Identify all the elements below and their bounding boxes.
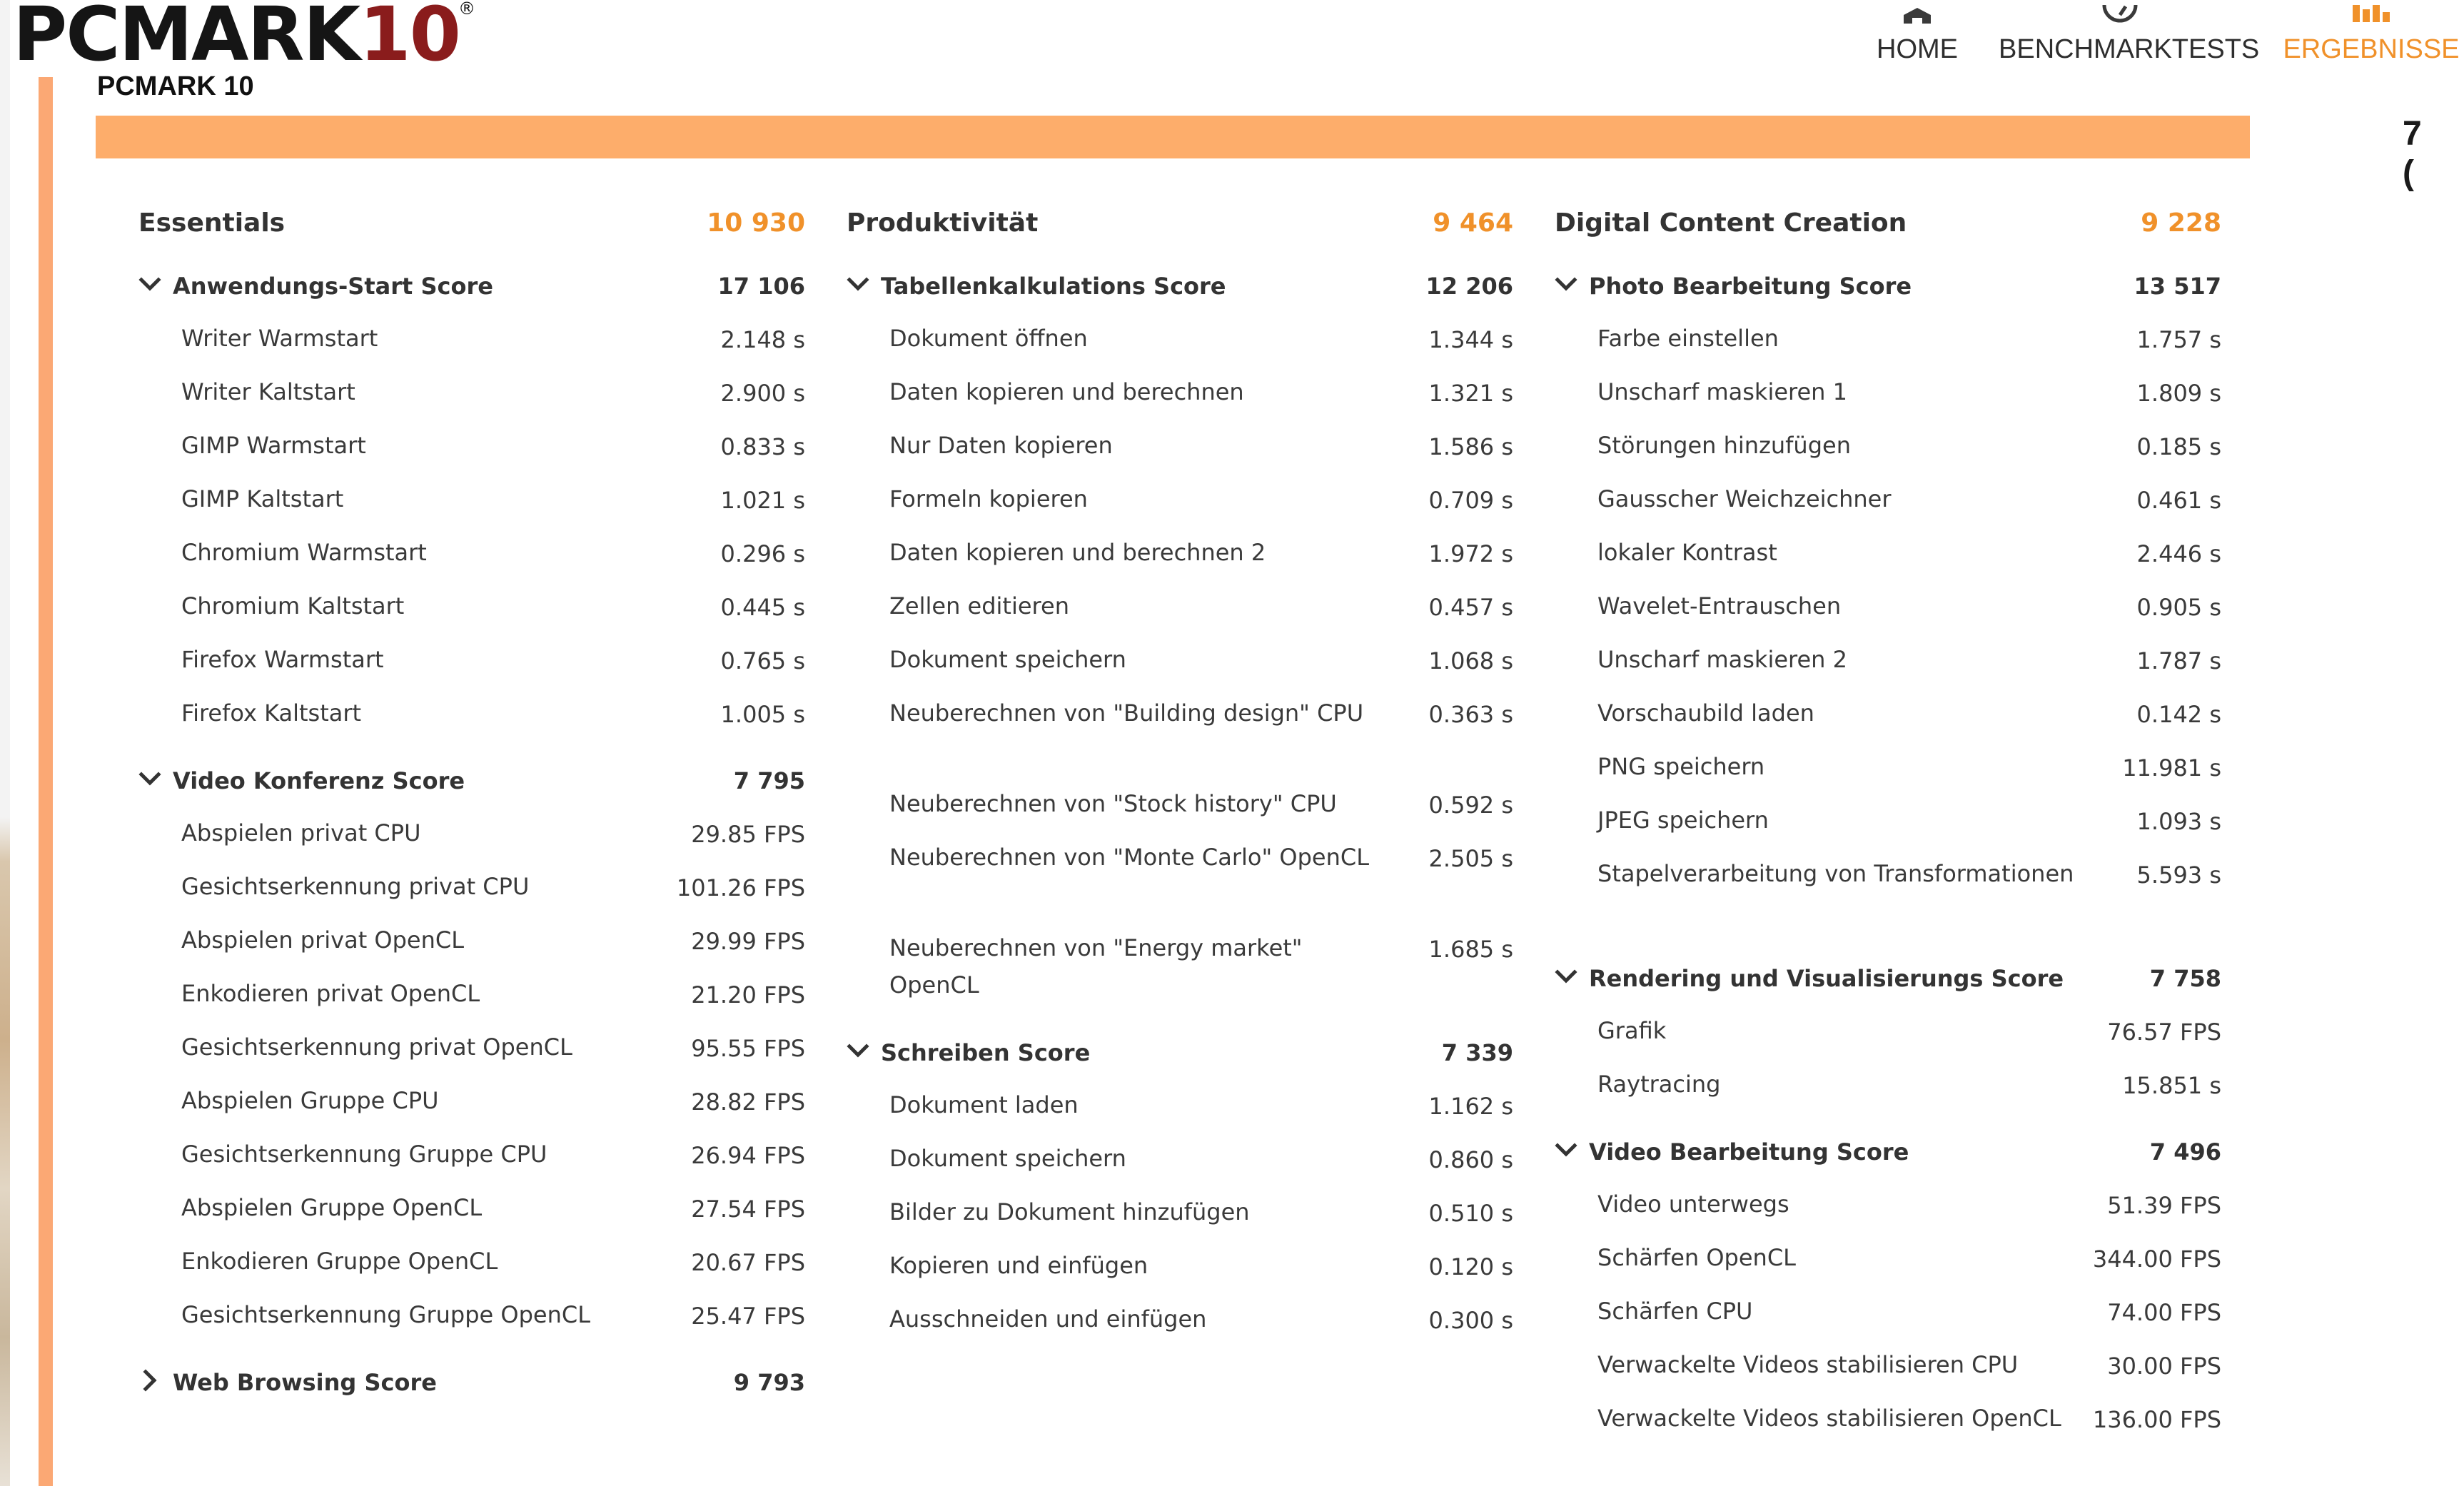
result-label: Dokument speichern [889,646,1126,673]
result-label: Gesichtserkennung privat CPU [181,873,530,900]
result-row [1555,849,2221,939]
nav-ergebnisse[interactable] [2278,0,2464,79]
result-label: Nur Daten kopieren [889,432,1113,459]
result-value: 29.99 FPS [691,928,805,955]
category-score: 9 464 [1433,208,1513,238]
result-value: 0.445 s [720,594,805,621]
result-value: 1.321 s [1428,380,1513,407]
result-value: 1.685 s [1428,936,1513,963]
score-group-name: Video Bearbeitung Score [1589,1138,1909,1166]
result-row [138,1076,805,1129]
result-label: Gesichtserkennung Gruppe OpenCL [181,1301,591,1328]
result-label: Verwackelte Videos stabilisieren OpenCL [1597,1405,2061,1432]
score-group-name: Schreiben Score [881,1039,1091,1066]
result-label: GIMP Warmstart [181,432,366,459]
result-value: 2.900 s [720,380,805,407]
result-value: 76.57 FPS [2107,1019,2221,1046]
result-row [847,1294,1513,1348]
result-label: Neuberechnen von "Monte Carlo" OpenCL [889,844,1370,871]
result-label: Neuberechnen von "Stock history" CPU [889,790,1337,817]
result-label: lokaler Kontrast [1597,539,1777,566]
result-value: 0.860 s [1428,1146,1513,1173]
result-row [138,367,805,420]
result-row [138,808,805,861]
logo-main-text: PCMARK [13,0,360,78]
category-header [847,191,1513,260]
score-group-toggle[interactable] [1555,1126,2221,1179]
result-label: Dokument laden [889,1091,1079,1118]
category-score: 10 930 [707,208,805,238]
result-value: 5.593 s [2136,861,2221,889]
nav-home[interactable] [1867,0,1967,79]
home-icon [1901,0,1934,31]
result-row [1555,1233,2221,1286]
result-row [847,635,1513,688]
result-value: 0.300 s [1428,1307,1513,1334]
score-group-value: 7 496 [2149,1138,2221,1166]
result-label: Abspielen Gruppe OpenCL [181,1194,483,1221]
score-banner [96,116,2250,158]
result-label: Farbe einstellen [1597,325,1779,352]
gauge-icon [2100,0,2140,31]
category-name: Digital Content Creation [1555,208,1907,238]
result-row [138,688,805,742]
result-value: 2.446 s [2136,540,2221,567]
result-row [1555,1006,2221,1059]
result-label: Daten kopieren und berechnen [889,378,1244,405]
chevron-down-icon [1555,965,1577,988]
chevron-down-icon [138,273,161,295]
score-group-value: 17 106 [717,273,805,300]
score-group-value: 9 793 [733,1369,805,1396]
score-group-value: 7 795 [733,767,805,794]
result-row [138,969,805,1022]
score-group-toggle[interactable] [847,260,1513,313]
score-group-name: Web Browsing Score [173,1369,437,1396]
result-label: Neuberechnen von "Energy market" OpenCL [889,934,1303,999]
category-header [138,191,805,260]
result-value: 0.461 s [2136,487,2221,514]
score-group-toggle[interactable] [1555,952,2221,1006]
score-group-name: Anwendungs-Start Score [173,273,493,300]
score-group-toggle[interactable] [1555,260,2221,313]
result-label: Enkodieren privat OpenCL [181,980,480,1007]
result-row [1555,1286,2221,1340]
result-value: 1.972 s [1428,540,1513,567]
result-row [1555,420,2221,474]
logo-number: 10 [359,0,460,78]
result-value: 1.586 s [1428,433,1513,460]
result-value: 0.185 s [2136,433,2221,460]
result-value: 74.00 FPS [2107,1299,2221,1326]
category-column [847,191,1513,1348]
result-label: Neuberechnen von "Building design" CPU [889,699,1364,727]
result-row [847,420,1513,474]
result-label: Abspielen privat CPU [181,819,421,846]
result-label: Wavelet-Entrauschen [1597,592,1842,620]
result-row [138,420,805,474]
result-value: 1.005 s [720,701,805,728]
nav-benchmarktests[interactable] [1999,0,2260,79]
result-label: Grafik [1597,1017,1667,1044]
result-value: 1.162 s [1428,1093,1513,1120]
result-label: Formeln kopieren [889,485,1088,512]
result-row [138,915,805,969]
result-label: PNG speichern [1597,753,1765,780]
result-row [847,1080,1513,1133]
result-row [138,1129,805,1183]
result-row [138,635,805,688]
score-group-value: 7 758 [2149,965,2221,992]
result-label: Daten kopieren und berechnen 2 [889,539,1266,566]
result-label: Video unterwegs [1597,1191,1789,1218]
result-label: Verwackelte Videos stabilisieren CPU [1597,1351,2019,1378]
result-value: 0.905 s [2136,594,2221,621]
result-value: 0.765 s [720,647,805,674]
category-name: Essentials [138,208,286,238]
result-row [1555,581,2221,635]
result-row [138,1022,805,1076]
result-row [1555,1340,2221,1393]
result-row [847,923,1513,1014]
result-value: 1.344 s [1428,326,1513,353]
result-value: 27.54 FPS [691,1196,805,1223]
score-group-toggle[interactable] [138,260,805,313]
result-value: 1.809 s [2136,380,2221,407]
category-column [138,191,805,1410]
result-row [847,313,1513,367]
result-label: Zellen editieren [889,592,1069,620]
result-value: 0.296 s [720,540,805,567]
nav-ergebnisse-label: ERGEBNISSE [2283,34,2460,64]
chevron-down-icon [1555,273,1577,295]
result-value: 11.981 s [2122,754,2221,782]
result-label: Abspielen Gruppe CPU [181,1087,439,1114]
result-label: JPEG speichern [1597,807,1769,834]
result-row [138,581,805,635]
result-label: Dokument speichern [889,1145,1126,1172]
score-group-toggle[interactable] [138,1356,805,1410]
result-value: 26.94 FPS [691,1142,805,1169]
result-value: 0.120 s [1428,1253,1513,1280]
result-value: 344.00 FPS [2092,1245,2221,1273]
score-group-value: 12 206 [1425,273,1513,300]
chevron-down-icon [1555,1138,1577,1161]
result-row [1555,688,2221,742]
result-row [138,1183,805,1236]
result-row [847,1133,1513,1187]
result-label: Firefox Warmstart [181,646,384,673]
result-value: 20.67 FPS [691,1249,805,1276]
result-label: Dokument öffnen [889,325,1088,352]
result-label: Kopieren und einfügen [889,1252,1148,1279]
result-row [847,474,1513,527]
result-row [1555,313,2221,367]
page-title: PCMARK 10 [97,71,254,101]
result-value: 2.505 s [1428,845,1513,872]
score-group-toggle[interactable] [847,1026,1513,1080]
result-value: 1.093 s [2136,808,2221,835]
result-label: Raytracing [1597,1071,1721,1098]
nav-home-label: HOME [1877,34,1958,64]
result-label: Stapelverarbeitung von Transformationen [1597,860,2074,887]
result-row [138,313,805,367]
category-column [1555,191,2221,1447]
result-row [847,1187,1513,1240]
result-label: Writer Kaltstart [181,378,355,405]
result-row [138,861,805,915]
logo-registered-mark: ® [458,0,475,19]
result-value: 2.148 s [720,326,805,353]
result-value: 0.510 s [1428,1200,1513,1227]
score-group-value: 13 517 [2134,273,2221,300]
result-row [1555,367,2221,420]
result-label: Gesichtserkennung Gruppe CPU [181,1141,547,1168]
result-row [847,367,1513,420]
result-value: 30.00 FPS [2107,1353,2221,1380]
result-row [847,779,1513,832]
chevron-down-icon [847,1039,869,1062]
category-name: Produktivität [847,208,1039,238]
result-row [1555,1059,2221,1113]
result-label: Firefox Kaltstart [181,699,362,727]
result-value: 1.757 s [2136,326,2221,353]
score-group-name: Rendering und Visualisierungs Score [1589,965,2064,992]
result-label: Schärfen OpenCL [1597,1244,1796,1271]
score-group-name: Photo Bearbeitung Score [1589,273,1912,300]
result-value: 0.592 s [1428,792,1513,819]
result-value: 1.787 s [2136,647,2221,674]
pcmark-logo [13,0,477,78]
category-header [1555,191,2221,260]
nav-benchmarktests-label: BENCHMARKTESTS [1999,34,2260,64]
result-value: 0.363 s [1428,701,1513,728]
result-value: 51.39 FPS [2107,1192,2221,1219]
category-score: 9 228 [2141,208,2221,238]
result-row [1555,474,2221,527]
chevron-down-icon [138,767,161,790]
result-value: 21.20 FPS [691,981,805,1009]
score-group-value: 7 339 [1441,1039,1513,1066]
result-label: Chromium Kaltstart [181,592,405,620]
result-row [1555,1393,2221,1447]
result-label: GIMP Kaltstart [181,485,344,512]
result-row [847,688,1513,779]
result-label: Störungen hinzufügen [1597,432,1851,459]
result-label: Gesichtserkennung privat OpenCL [181,1033,572,1061]
result-value: 25.47 FPS [691,1303,805,1330]
result-value: 29.85 FPS [691,821,805,848]
result-value: 1.068 s [1428,647,1513,674]
bar-chart-icon [2351,0,2391,31]
result-row [847,1240,1513,1294]
result-label: Gausscher Weichzeichner [1597,485,1892,512]
result-row [847,832,1513,923]
result-row [1555,795,2221,849]
background-edge [0,0,10,1486]
result-value: 136.00 FPS [2092,1406,2221,1433]
result-row [847,527,1513,581]
result-value: 0.833 s [720,433,805,460]
score-group-toggle[interactable] [138,754,805,808]
side-accent-rail [39,77,53,1486]
result-row [1555,527,2221,581]
chevron-down-icon [847,273,869,295]
result-value: 101.26 FPS [676,874,805,901]
result-label: Bilder zu Dokument hinzufügen [889,1198,1250,1225]
result-label: Chromium Warmstart [181,539,427,566]
result-row [138,1290,805,1343]
result-label: Schärfen CPU [1597,1298,1753,1325]
result-value: 95.55 FPS [691,1035,805,1062]
result-label: Unscharf maskieren 2 [1597,646,1847,673]
score-group-name: Video Konferenz Score [173,767,465,794]
result-row [847,581,1513,635]
result-row [1555,742,2221,795]
result-value: 15.851 s [2122,1072,2221,1099]
result-value: 1.021 s [720,487,805,514]
result-value: 0.709 s [1428,487,1513,514]
chevron-right-icon [138,1369,161,1392]
result-value: 0.457 s [1428,594,1513,621]
result-label: Vorschaubild laden [1597,699,1814,727]
result-label: Ausschneiden und einfügen [889,1305,1207,1333]
cut-off-score: 7 ( [2403,115,2422,192]
result-row [138,474,805,527]
score-group-name: Tabellenkalkulations Score [881,273,1226,300]
result-label: Writer Warmstart [181,325,378,352]
result-row [138,527,805,581]
result-row [1555,635,2221,688]
result-label: Unscharf maskieren 1 [1597,378,1847,405]
result-label: Enkodieren Gruppe OpenCL [181,1248,498,1275]
result-row [138,1236,805,1290]
result-value: 28.82 FPS [691,1088,805,1116]
result-row [1555,1179,2221,1233]
result-value: 0.142 s [2136,701,2221,728]
result-label: Abspielen privat OpenCL [181,926,465,954]
